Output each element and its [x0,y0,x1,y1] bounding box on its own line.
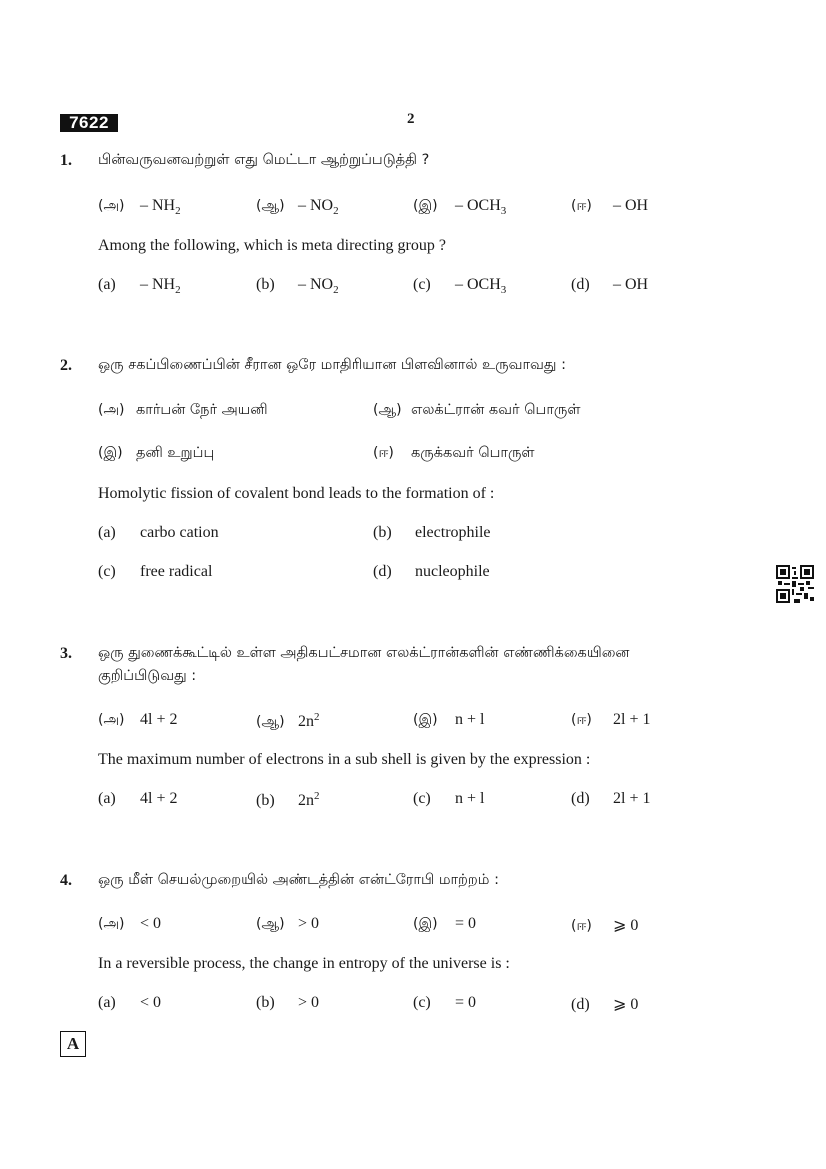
q1-english-option-b: $(b) - NO_2$ [256,276,339,296]
question-2-english: Homolytic fission of covalent bond leads to the formation of : [98,485,495,502]
question-1-number: 1. [60,152,72,169]
qr-code-icon [776,565,814,603]
q4-tamil-option-2: (ஆ) > 0 [256,915,320,932]
q2-english-option-a: (a) carbo cation [98,524,219,541]
q2-english-option-d: (d) nucleophile [373,563,490,580]
q1-tamil-option-3: (இ) – $OCH_3$ [413,197,507,217]
q2-english-option-c: (c) free radical [98,563,213,580]
q2-english-option-b: (b) electrophile [373,524,491,541]
q1-english-option-c: $(c) - OCH_3$ [413,276,507,296]
q1-tamil-option-1: (அ) – $NH_2$ [98,197,181,217]
question-4-tamil: ஒரு மீள் செயல்முறையில் அண்டத்தின் என்ட்ரோபி மாற்றம் : [98,872,499,888]
q4-tamil-option-1: (அ) < 0 [98,915,162,932]
q1-english-option-d: (d) – OH [571,276,649,293]
q1-tamil-option-2: (ஆ) – $NO_2$ [256,197,339,217]
q1-english-option-a: $(a) - NH_2$ [98,276,181,296]
q2-tamil-option-1: (அ) கார்பன் நேர் அயனி [98,402,268,418]
page-number: 2 [407,111,415,127]
paper-code: 7622 [60,114,118,132]
q3-english-option-d: (d) 2l + 1 [571,790,651,807]
q4-english-option-a: (a) < 0 [98,994,162,1011]
question-2-tamil: ஒரு சகப்பிணைப்பின் சீரான ஒரே மாதிரியான பிளவினால் உருவாவது : [98,357,567,373]
q3-english-option-c: (c) n + l [413,790,485,807]
question-3-english: The maximum number of electrons in a sub shell is given by the expression : [98,751,591,768]
question-1-english: Among the following, which is meta directing group ? [98,237,446,254]
q2-tamil-option-2: (ஆ) எலக்ட்ரான் கவர் பொருள் [373,402,581,418]
question-3-tamil-line-2: குறிப்பிடுவது : [98,668,197,684]
q2-tamil-option-3: (இ) தனி உறுப்பு [98,445,215,461]
question-4-english: In a reversible process, the change in entropy of the universe is : [98,955,510,972]
q1-tamil-option-4: (ஈ) – OH [571,197,649,214]
q3-tamil-option-2: (ஆ) $2n^2$ [256,711,320,730]
question-4-number: 4. [60,872,72,889]
q3-tamil-option-3: (இ) n + l [413,711,485,728]
question-3-tamil-line-1: ஒரு துணைக்கூட்டில் உள்ள அதிகபட்சமான எலக்ட்ரான்களின் எண்ணிக்கையினை [98,645,630,661]
question-1-tamil: பின்வருவனவற்றுள் எது மெட்டா ஆற்றுப்படுத்தி ? [98,152,430,168]
q3-tamil-option-4: (ஈ) 2l + 1 [571,711,651,728]
q4-tamil-option-3: (இ) = 0 [413,915,477,932]
question-3-number: 3. [60,645,72,662]
q4-tamil-option-4: (ஈ) ⩾ 0 [571,917,639,934]
version-letter-box: A [60,1031,86,1057]
q4-english-option-b: (b) > 0 [256,994,320,1011]
question-2-number: 2. [60,357,72,374]
q3-tamil-option-1: (அ) 4l + 2 [98,711,178,728]
q4-english-option-d: (d) ⩾ 0 [571,996,639,1013]
q2-tamil-option-4: (ஈ) கருக்கவர் பொருள் [373,445,535,461]
q3-english-option-a: (a) 4l + 2 [98,790,178,807]
q3-english-option-b: (b) $2n^2$ [256,790,320,809]
q4-english-option-c: (c) = 0 [413,994,477,1011]
